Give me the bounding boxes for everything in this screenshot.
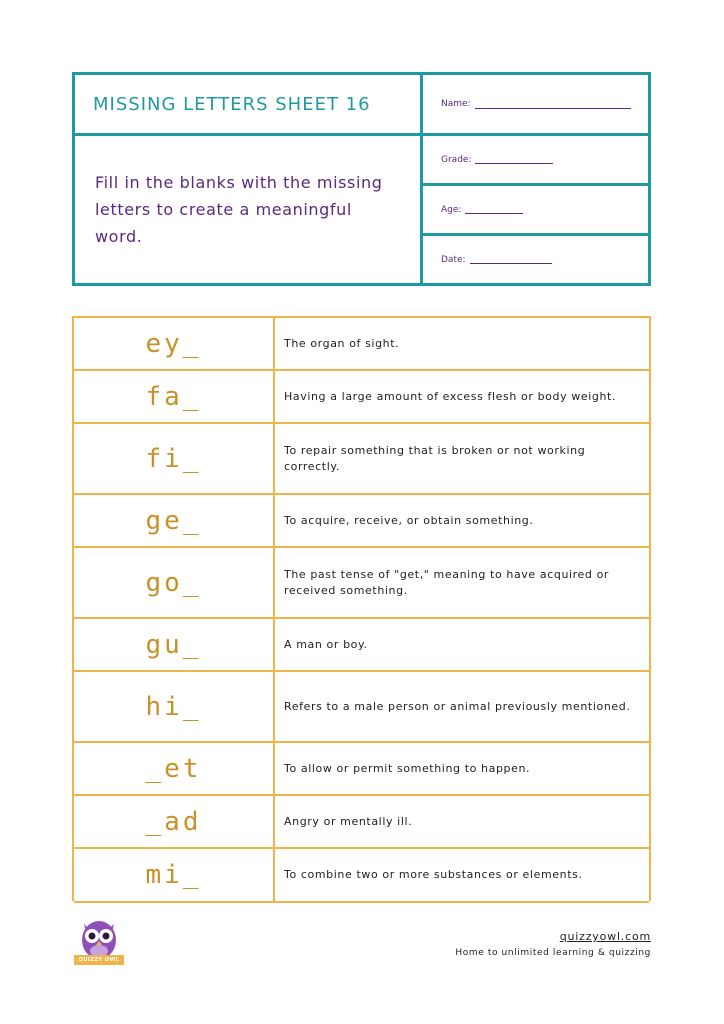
grade-field[interactable] <box>423 136 648 186</box>
date-label: Date: <box>441 254 466 265</box>
missing-word[interactable]: fi_ <box>74 424 275 493</box>
table-row <box>74 371 649 424</box>
grade-label: Grade: <box>441 154 472 165</box>
table-row <box>74 849 649 903</box>
word-definition: Refers to a male person or animal previously mentioned. <box>284 699 631 713</box>
missing-word[interactable]: mi_ <box>74 849 275 901</box>
table-row <box>74 548 649 619</box>
date-field[interactable] <box>423 236 648 283</box>
name-blank[interactable] <box>475 100 631 109</box>
page-title: MISSING LETTERS SHEET 16 <box>75 75 423 136</box>
name-field[interactable] <box>423 75 648 136</box>
word-definition: To allow or permit something to happen. <box>284 761 531 775</box>
site-link[interactable]: quizzyowl.com <box>559 930 651 943</box>
word-definition: Angry or mentally ill. <box>284 814 413 828</box>
word-definition: To acquire, receive, or obtain something. <box>284 513 534 527</box>
missing-word[interactable]: fa_ <box>74 371 275 422</box>
table-row <box>74 796 649 849</box>
word-definition: The organ of sight. <box>284 336 400 350</box>
age-field[interactable] <box>423 186 648 236</box>
tagline: Home to unlimited learning & quizzing <box>455 948 651 958</box>
table-row <box>74 318 649 371</box>
instructions: Fill in the blanks with the missing letters to create a meaningful word. <box>75 136 423 283</box>
grade-blank[interactable] <box>475 155 553 164</box>
word-definition: Having a large amount of excess flesh or body weight. <box>284 389 617 403</box>
age-blank[interactable] <box>465 205 523 214</box>
missing-word[interactable]: hi_ <box>74 672 275 741</box>
logo-text: QUIZZY OWL <box>74 955 124 965</box>
word-definition: A man or boy. <box>284 637 368 651</box>
missing-word[interactable]: _ad <box>74 796 275 847</box>
missing-word[interactable]: ey_ <box>74 318 275 369</box>
missing-word[interactable]: ge_ <box>74 495 275 546</box>
missing-word[interactable]: gu_ <box>74 619 275 670</box>
word-table <box>72 316 651 901</box>
age-label: Age: <box>441 204 462 215</box>
worksheet-header <box>72 72 651 286</box>
table-row <box>74 672 649 743</box>
missing-word[interactable]: go_ <box>74 548 275 617</box>
name-label: Name: <box>441 99 471 109</box>
table-row <box>74 619 649 672</box>
table-row <box>74 495 649 548</box>
word-definition: The past tense of "get," meaning to have acquired or received something. <box>284 567 610 597</box>
date-blank[interactable] <box>470 255 552 264</box>
table-row <box>74 424 649 495</box>
table-row <box>74 743 649 796</box>
missing-word[interactable]: _et <box>74 743 275 794</box>
word-definition: To combine two or more substances or elements. <box>284 868 583 881</box>
word-definition: To repair something that is broken or not working correctly. <box>284 443 586 473</box>
